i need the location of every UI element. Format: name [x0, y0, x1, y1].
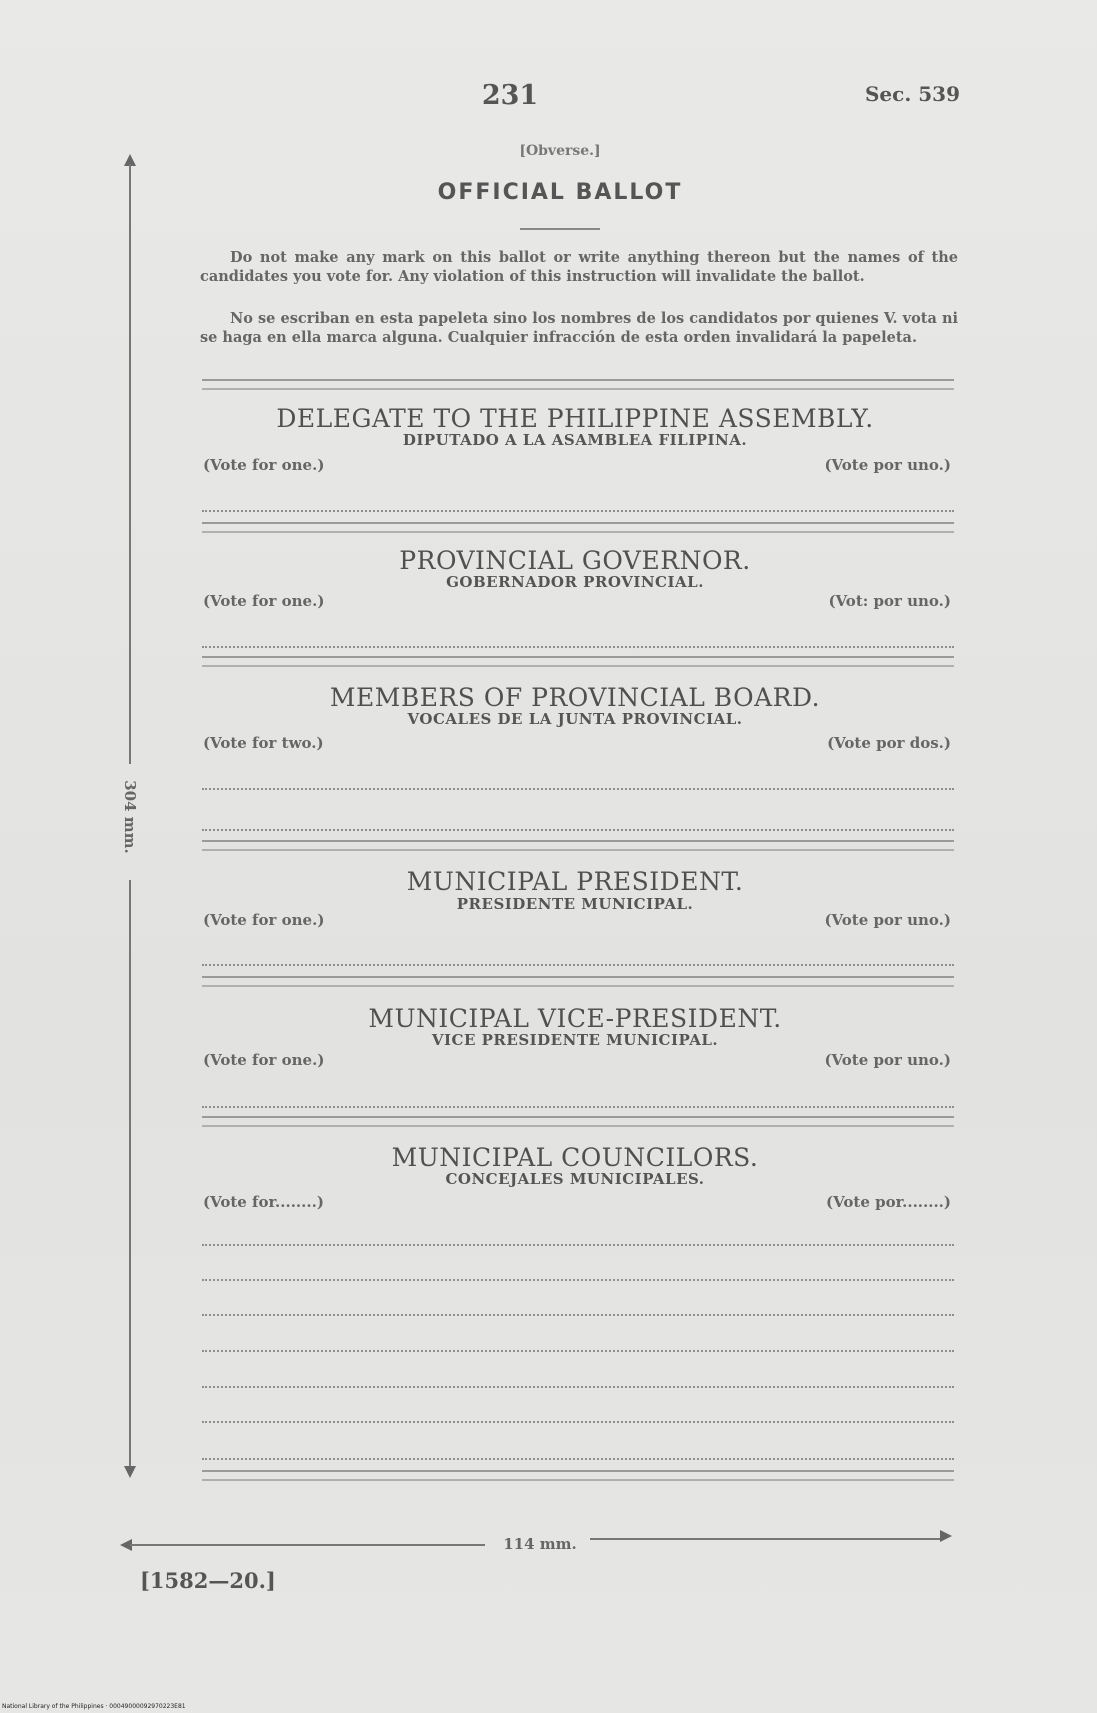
office-title: PROVINCIAL GOVERNOR. — [399, 546, 751, 575]
obverse-label: [Obverse.] — [519, 143, 601, 159]
section-reference: Sec. 539 — [864, 82, 960, 106]
instruction-spanish: No se escriban en esta papeleta sino los nombres de los candidatos por quienes V. vota ni se haga en ella marca alguna. Cualquier infracción de esta orden invalidará la papeleta. — [200, 310, 958, 346]
arrow-down-icon — [124, 1466, 136, 1478]
vote-instruction-en: (Vote for one.) — [203, 911, 325, 929]
vote-instruction-en: (Vote for........) — [203, 1193, 324, 1211]
office-title: DELEGATE TO THE PHILIPPINE ASSEMBLY. — [276, 404, 874, 433]
vote-instruction-en: (Vote for one.) — [203, 456, 325, 474]
candidate-write-in-line[interactable] — [202, 1314, 954, 1316]
office-subtitle: DIPUTADO A LA ASAMBLEA FILIPINA. — [402, 431, 748, 449]
vote-instruction-es: (Vote por uno.) — [824, 911, 951, 929]
section-divider — [202, 656, 954, 667]
candidate-write-in-line[interactable] — [202, 1386, 954, 1388]
candidate-write-in-line[interactable] — [202, 964, 954, 966]
title-rule — [520, 228, 600, 230]
vote-instruction-es: (Vote por uno.) — [824, 1051, 951, 1069]
office-title: MUNICIPAL COUNCILORS. — [391, 1143, 759, 1172]
height-dimension-line — [129, 880, 131, 1470]
ballot-title: OFFICIAL BALLOT — [437, 180, 683, 205]
office-title: MEMBERS OF PROVINCIAL BOARD. — [329, 683, 821, 712]
footer-credit: National Library of the Philippines · 00049000092970223E81 — [2, 1703, 186, 1710]
section-divider — [202, 522, 954, 533]
instruction-english: Do not make any mark on this ballot or write anything thereon but the names of the candidates you vote for. Any violation of this instruction will invalidate the ballot. — [200, 249, 958, 285]
vote-instruction-es: (Vote por uno.) — [824, 456, 951, 474]
candidate-write-in-line[interactable] — [202, 1106, 954, 1108]
office-subtitle: PRESIDENTE MUNICIPAL. — [456, 895, 694, 913]
office-title: MUNICIPAL VICE-PRESIDENT. — [368, 1004, 782, 1033]
width-dimension-label: 114 mm. — [503, 1535, 577, 1553]
vote-instruction-en: (Vote for one.) — [203, 1051, 325, 1069]
office-subtitle: CONCEJALES MUNICIPALES. — [445, 1170, 705, 1188]
arrow-right-icon — [940, 1530, 952, 1542]
vote-instruction-es: (Vote por dos.) — [827, 734, 951, 752]
candidate-write-in-line[interactable] — [202, 1279, 954, 1281]
candidate-write-in-line[interactable] — [202, 1350, 954, 1352]
width-dimension-line — [590, 1538, 942, 1540]
candidate-write-in-line[interactable] — [202, 1244, 954, 1246]
section-divider — [202, 976, 954, 987]
candidate-write-in-line[interactable] — [202, 646, 954, 648]
office-subtitle: VICE PRESIDENTE MUNICIPAL. — [431, 1031, 719, 1049]
width-dimension-line — [130, 1544, 485, 1546]
page-number: 231 — [481, 80, 539, 111]
office-subtitle: VOCALES DE LA JUNTA PROVINCIAL. — [407, 710, 743, 728]
height-dimension-line — [129, 164, 131, 764]
vote-instruction-en: (Vote for one.) — [203, 592, 325, 610]
candidate-write-in-line[interactable] — [202, 829, 954, 831]
office-subtitle: GOBERNADOR PROVINCIAL. — [446, 573, 704, 591]
section-divider — [202, 1470, 954, 1481]
height-dimension-label: 304 mm. — [121, 780, 139, 854]
candidate-write-in-line[interactable] — [202, 1458, 954, 1460]
candidate-write-in-line[interactable] — [202, 788, 954, 790]
vote-instruction-es: (Vot: por uno.) — [828, 592, 951, 610]
office-title: MUNICIPAL PRESIDENT. — [406, 867, 744, 896]
vote-instruction-es: (Vote por........) — [826, 1193, 951, 1211]
section-divider — [202, 379, 954, 390]
form-number: [1582—20.] — [140, 1568, 276, 1593]
vote-instruction-en: (Vote for two.) — [203, 734, 324, 752]
candidate-write-in-line[interactable] — [202, 1421, 954, 1423]
section-divider — [202, 840, 954, 851]
section-divider — [202, 1116, 954, 1127]
candidate-write-in-line[interactable] — [202, 510, 954, 512]
